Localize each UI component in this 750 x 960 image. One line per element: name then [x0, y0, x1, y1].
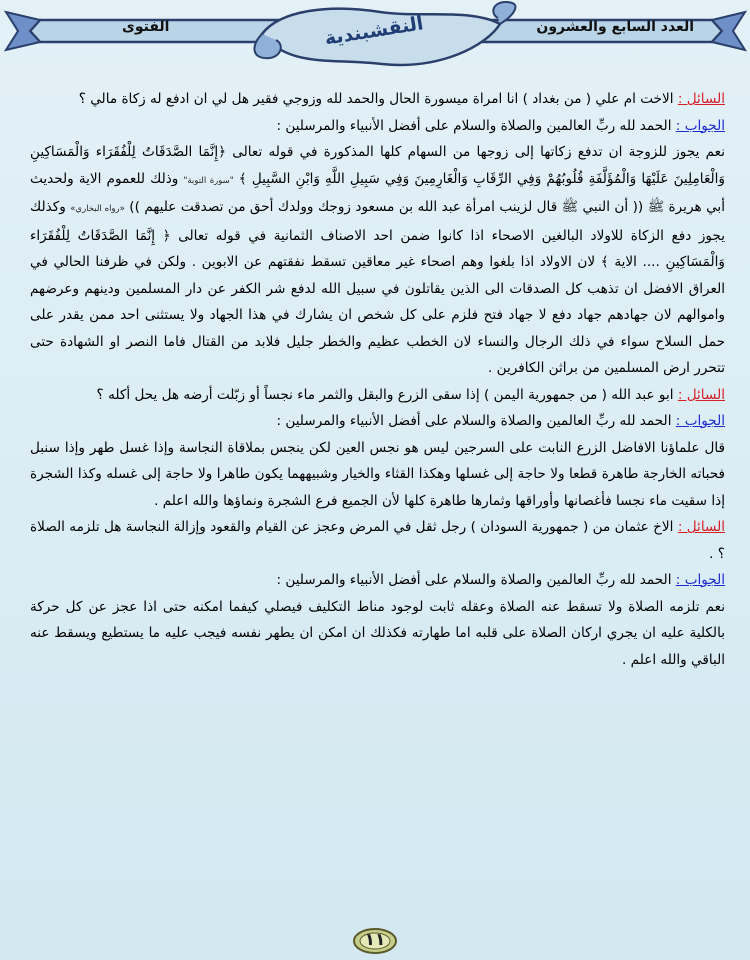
fatwa-content [30, 86, 725, 928]
answer-3-intro [30, 567, 725, 594]
answer-text: نعم تلزمه الصلاة ولا تسقط عنه الصلاة وعقله ثابت لوجود مناط التكليف فيصلي كيفما امكنه حتى اذا عجز عن كل حركة بالكلية عليه ان يجري اركان الصلاة على قلبه اما طهارته فكذلك ان امكن ان يطهر نفسه فيجب عليه ما يستطيع ويسقط عنه الباقي والله اعلم . [30, 598, 725, 668]
hadith-reference: «رواه البخاري» [70, 204, 125, 214]
answer-2-body [30, 435, 725, 515]
answer-intro: الحمد لله ربِّ العالمين والصلاة والسلام على أفضل الأنبياء والمرسلين : [276, 117, 672, 134]
answer-intro: الحمد لله ربِّ العالمين والصلاة والسلام على أفضل الأنبياء والمرسلين : [276, 572, 672, 588]
page-number-badge [352, 927, 398, 955]
answer-text: نعم يجوز للزوجة ان تدفع زكاتها إلى زوجها من السهام كلها المذكورة في قوله تعالى ﴿إِنَّمَا الصَّدَقَاتُ لِلْفُقَرَاء وَالْمَسَاكِينِ وَالْعَامِلِينَ عَلَيْهَا وَالْمُؤَلَّفَةِ قُلُوبُهُمْ وَفِي الرِّقَابِ وَالْغَارِمِينَ وَفِي سَبِيلِ اللَّهِ وَابْنِ السَّبِيلِ ﴾ [30, 144, 725, 187]
page-number: ١١ [364, 930, 386, 950]
answer-text: قال علماؤنا الافاضل الزرع النابت على السرجين ليس هو نجس العين لكن ينجس بملاقاة النجاسة وإذا غسل طهر وإذا سنبل فحباته الخارجة طاهرة قطعا ولا حاجة إلى غسلها وهكذا القثاء والخيار وشبيههما يكون طاهرا ولا حاجة إلى غسله وكذا الشجرة إذا سقيت ماء نجسا فأغصانها وأوراقها وثمارها طاهرة كلها لأن الجميع فرع الشجرة ونماؤها والله اعلم . [30, 439, 725, 509]
answer-2-intro [30, 408, 725, 435]
answer-1-intro [30, 113, 725, 140]
question-2 [30, 382, 725, 409]
answer-text: وذلك للعموم الاية ولحديث أبي هريرة ﷺ (( أن النبي ﷺ قال لزينب امرأة عبد الله بن مسعود زوجك وولدك أحق من تصدقت عليهم )) [30, 170, 725, 215]
magazine-title: النقشبندية [323, 12, 425, 50]
question-text: الاخت ام علي ( من بغداد ) انا امراة ميسورة الحال والحمد لله وزوجي فقير هل لي ان ادفع له زكاة مالي ؟ [78, 91, 674, 107]
answer-1-body [30, 139, 725, 382]
answer-label: الجواب : [675, 572, 725, 588]
section-label: الفتوى [122, 19, 170, 35]
quran-reference: "سورة التوبة" [183, 175, 234, 186]
answer-text: وكذلك يجوز دفع الزكاة للاولاد البالغين الاصحاء اذا كانوا ضمن احد الاصناف الثمانية في قوله تعالى ﴿ إِنَّمَا الصَّدَقَاتُ لِلْفُقَرَاء وَالْمَسَاكِينِ .... الاية ﴾ لان الاولاد اذا بلغوا وهم اصحاء غير معاقين تسقط نفقتهم عن الابوين . ولكن في ظرفنا الحالي في العراق الافضل ان تذهب كل الصدقات الى الذين يقاتلون في سبيل الله لدفع شر الكفر عن دار المسلمين ودينهم وعرضهم واموالهم لان جهادهم جهاد دفع لا جهاد فتح فلزم على كل شخص ان يشارك في هذا الجهاد ولا يستثنى احد ممن يقدر على حمل السلاح سواء في ذلك الرجال والنساء لان الخطب عظيم والخطر جليل فلابد من القتال فاما النصر او الشهادة حتى تتحرر ارض المسلمين من براثن الكافرين . [30, 199, 725, 376]
answer-label: الجواب : [675, 413, 725, 429]
answer-label: الجواب : [675, 117, 725, 134]
header-banner [0, 0, 750, 82]
answer-intro: الحمد لله ربِّ العالمين والصلاة والسلام على أفضل الأنبياء والمرسلين : [276, 413, 672, 429]
questioner-label: السائل : [677, 91, 725, 107]
question-text: الاخ عثمان من ( جمهورية السودان ) رجل ثقل في المرض وعجز عن القيام والقعود وإزالة النجاسة هل تلزمه الصلاة ؟ . [30, 519, 725, 562]
question-text: ابو عبد الله ( من جمهورية اليمن ) إذا سقى الزرع والبقل والثمر ماء نجساً أو زبّلت أرضه هل يحل أكله ؟ [96, 386, 674, 403]
questioner-label: السائل : [677, 386, 725, 403]
questioner-label: السائل : [677, 519, 726, 535]
question-3 [30, 514, 725, 567]
answer-3-body [30, 594, 725, 674]
issue-label: العدد السابع والعشرون [536, 19, 694, 35]
question-1 [30, 86, 725, 113]
